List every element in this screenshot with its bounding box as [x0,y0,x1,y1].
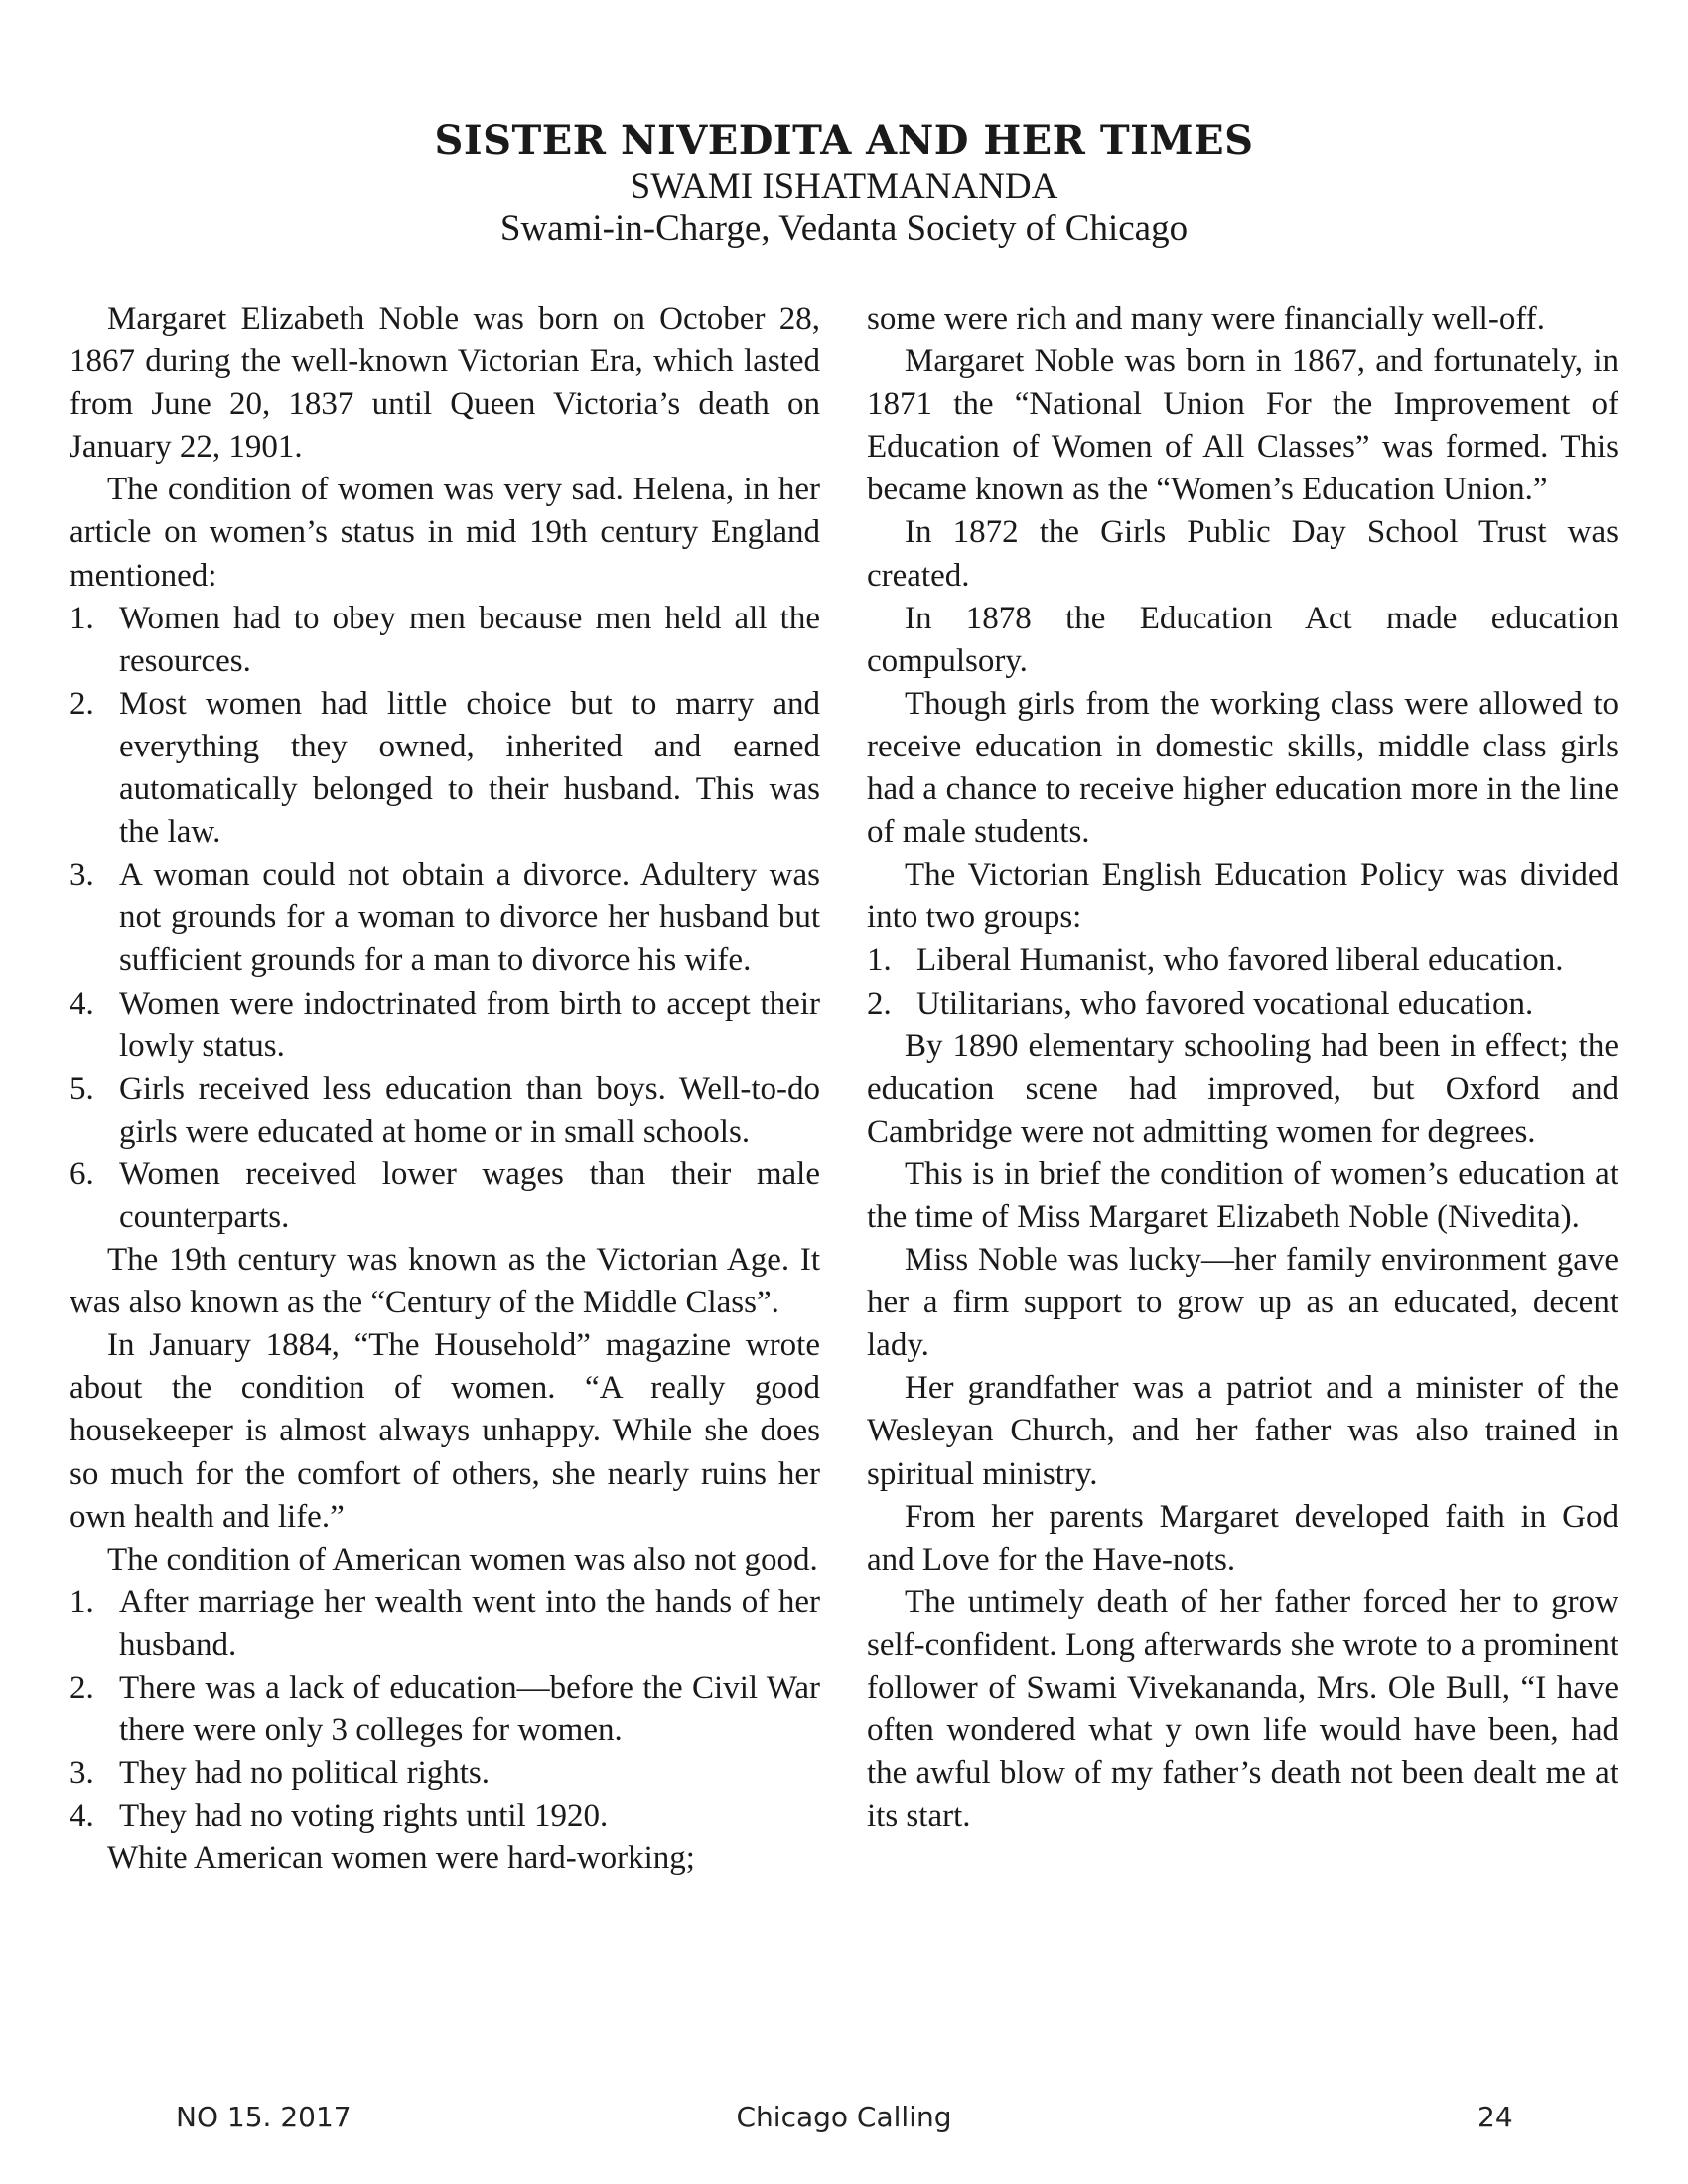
list-number: 1. [70,1583,94,1620]
list-item [70,1068,820,1154]
paragraph: some were rich and many were financially well-off. [867,301,1545,337]
list-number: 3. [70,1755,94,1792]
page-number: 24 [1477,2101,1513,2133]
article-title: SISTER NIVEDITA AND HER TIMES [434,117,1254,164]
list-item-text: There was a lack of education—before the Civil War there were only 3 colleges for women. [119,1670,820,1749]
list-item [70,1581,820,1667]
paragraph: In 1878 the Education Act made education compulsory. [867,600,1618,679]
paragraph: Margaret Noble was born in 1867, and fortunately, in 1871 the “National Union For the Improvement of Education of Women of All Classes” was formed. This became known as the “Women’s Education Union.” [867,343,1618,508]
list-number: 2. [70,1670,94,1706]
list-item-text: Utilitarians, who favored vocational education. [916,985,1534,1022]
magazine-name: Chicago Calling [736,2101,952,2133]
page-footer [0,2101,1688,2140]
list-item [70,1667,820,1752]
issue-number: NO 15. 2017 [176,2101,352,2133]
paragraph: This is in brief the condition of women’s education at the time of Miss Margaret Elizabeth Noble (Nivedita). [867,1156,1618,1235]
list-item-text: Liberal Humanist, who favored liberal education. [916,942,1564,979]
paragraph: In 1872 the Girls Public Day School Trust was created. [867,514,1618,594]
list-item [70,1752,820,1795]
paragraph: Margaret Elizabeth Noble was born on October 28, 1867 during the well-known Victorian Era, which lasted from June 20, 1837 until Queen Victoria’s death on January 22, 1901. [70,301,820,466]
list-item-text: After marriage her wealth went into the hands of her husband. [119,1583,820,1663]
list-number: 6. [70,1156,94,1192]
right-column [867,298,1618,1838]
paragraph: White American women were hard-working; [107,1841,695,1877]
list-number: 1. [70,600,94,636]
list-number: 2. [867,985,892,1022]
paragraph: The condition of women was very sad. Helena, in her article on women’s status in mid 19th century England mentioned: [70,472,820,594]
paragraph: The untimely death of her father forced her to grow self-confident. Long afterwards she wrote to a prominent follower of Swami Vivekananda, Mrs. Ole Bull, “I have often wondered what y own life would have been, had the awful blow of my father’s death not been dealt me at its start. [867,1583,1618,1835]
list-number: 3. [70,857,94,893]
list-number: 4. [70,985,94,1022]
list-item [70,1795,820,1838]
paragraph: Her grandfather was a patriot and a minister of the Wesleyan Church, and her father was also trained in spiritual ministry. [867,1370,1618,1492]
list-number: 5. [70,1070,94,1107]
list-item-text: Most women had little choice but to marry and everything they owned, inherited and earned automatically belonged to their husband. This was the law. [119,685,820,851]
list-item-text: They had no political rights. [119,1755,491,1792]
list-item-text: Women were indoctrinated from birth to accept their lowly status. [119,985,820,1064]
paragraph: From her parents Margaret developed faith in God and Love for the Have-nots. [867,1498,1618,1577]
list-item [867,939,1618,982]
list-item-text: Women received lower wages than their male counterparts. [119,1156,820,1235]
list-item [70,983,820,1068]
paragraph: In January 1884, “The Household” magazine wrote about the condition of women. “A really good housekeeper is almost always unhappy. While she does so much for the comfort of others, she nearly ruins her own health and life.” [70,1327,820,1535]
list-item-text: They had no voting rights until 1920. [119,1798,609,1835]
list-number: 1. [867,942,892,979]
paragraph: By 1890 elementary schooling had been in effect; the education scene had improved, but Oxford and Cambridge were not admitting women for degrees. [867,1027,1618,1150]
paragraph: The Victorian English Education Policy was divided into two groups: [867,857,1618,936]
paragraph: The 19th century was known as the Victorian Age. It was also known as the “Century of the Middle Class”. [70,1242,820,1321]
list-item-text: A woman could not obtain a divorce. Adultery was not grounds for a woman to divorce her husband but sufficient grounds for a man to divorce his wife. [119,857,820,979]
list-item-text: Girls received less education than boys. Well-to-do girls were educated at home or in small schools. [119,1070,820,1150]
list-number: 2. [70,685,94,722]
list-item [867,983,1618,1025]
list-item-text: Women had to obey men because men held all the resources. [119,600,820,679]
left-column [70,298,820,1880]
article-header [0,117,1688,250]
list-item [70,598,820,683]
list-item [70,683,820,854]
list-item [70,854,820,982]
list-item [70,1154,820,1239]
article-author: SWAMI ISHATMANANDA [630,166,1058,206]
paragraph: Though girls from the working class were allowed to receive education in domestic skills, middle class girls had a chance to receive higher education more in the line of male students. [867,685,1618,851]
paragraph: Miss Noble was lucky—her family environment gave her a firm support to grow up as an educated, decent lady. [867,1242,1618,1364]
author-affiliation: Swami-in-Charge, Vedanta Society of Chicago [499,208,1189,249]
paragraph: The condition of American women was also not good. [107,1541,818,1577]
list-number: 4. [70,1798,94,1835]
